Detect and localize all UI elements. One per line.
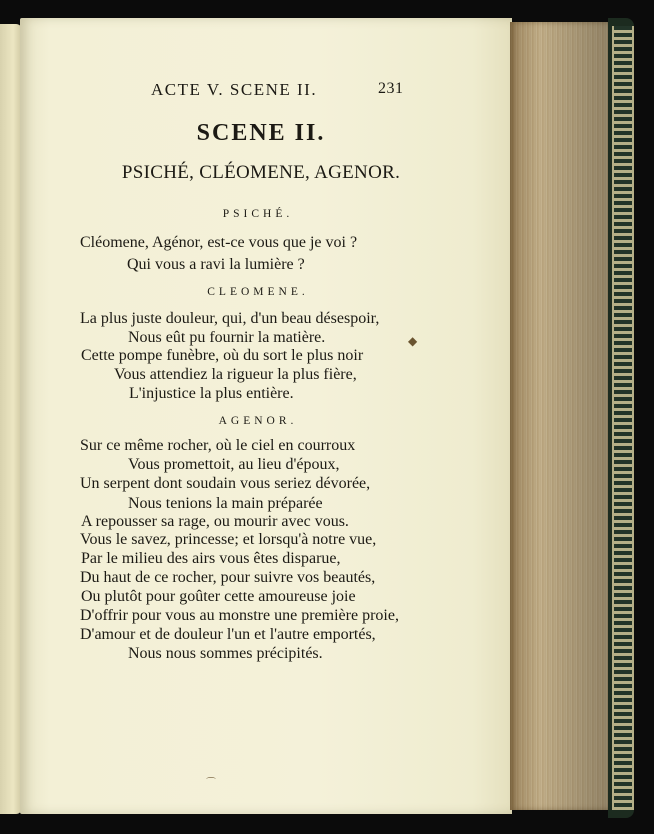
- verse-line: Vous le savez, princesse; et lorsqu'à notre vue,: [80, 531, 377, 548]
- verse-line: Du haut de ce rocher, pour suivre vos beautés,: [80, 569, 376, 586]
- verse-line: D'amour et de douleur l'un et l'autre emportés,: [80, 626, 376, 643]
- ink-speck: ◆: [408, 334, 418, 348]
- verse-line: Nous tenions la main préparée: [128, 495, 323, 512]
- verse-line: Par le milieu des airs vous êtes disparue,: [81, 550, 341, 567]
- verse-line: D'offrir pour vous au monstre une première proie,: [80, 607, 399, 624]
- verse-line: L'injustice la plus entière.: [129, 385, 294, 402]
- page-number: 231: [378, 80, 404, 97]
- verse-line: Qui vous a ravi la lumière ?: [127, 256, 305, 273]
- page-text: [20, 18, 512, 814]
- cover-border-pattern: [612, 26, 634, 810]
- verse-line: Un serpent dont soudain vous seriez dévorée,: [80, 475, 371, 492]
- ink-speck: ⌒: [206, 778, 216, 789]
- verse-line: Vous attendiez la rigueur la plus fière,: [114, 366, 357, 383]
- speaker-cleomene: CLEOMENE.: [207, 286, 309, 298]
- verse-line: Cette pompe funèbre, où du sort le plus noir: [81, 347, 364, 364]
- speaker-psiche: PSICHÉ.: [222, 208, 294, 220]
- scene-title: SCENE II.: [196, 120, 326, 146]
- verse-line: Nous nous sommes précipités.: [128, 645, 323, 662]
- verse-line: Ou plutôt pour goûter cette amoureuse joie: [81, 588, 356, 605]
- verse-line: Nous eût pu fournir la matière.: [128, 329, 326, 346]
- verse-line: Vous promettoit, au lieu d'époux,: [128, 456, 340, 473]
- verse-line: Sur ce même rocher, où le ciel en courroux: [80, 437, 356, 454]
- running-head-title: ACTE V. SCENE II.: [151, 80, 318, 99]
- verse-line: La plus juste douleur, qui, d'un beau désespoir,: [80, 310, 380, 327]
- scene-characters: PSICHÉ, CLÉOMENE, AGENOR.: [121, 162, 401, 183]
- verse-line: Cléomene, Agénor, est-ce vous que je voi ?: [80, 234, 358, 251]
- facing-page-edge: [0, 24, 22, 814]
- speaker-agenor: AGENOR.: [218, 415, 298, 427]
- page-block-shading: [510, 22, 610, 810]
- verse-line: A repousser sa rage, ou mourir avec vous.: [81, 513, 349, 530]
